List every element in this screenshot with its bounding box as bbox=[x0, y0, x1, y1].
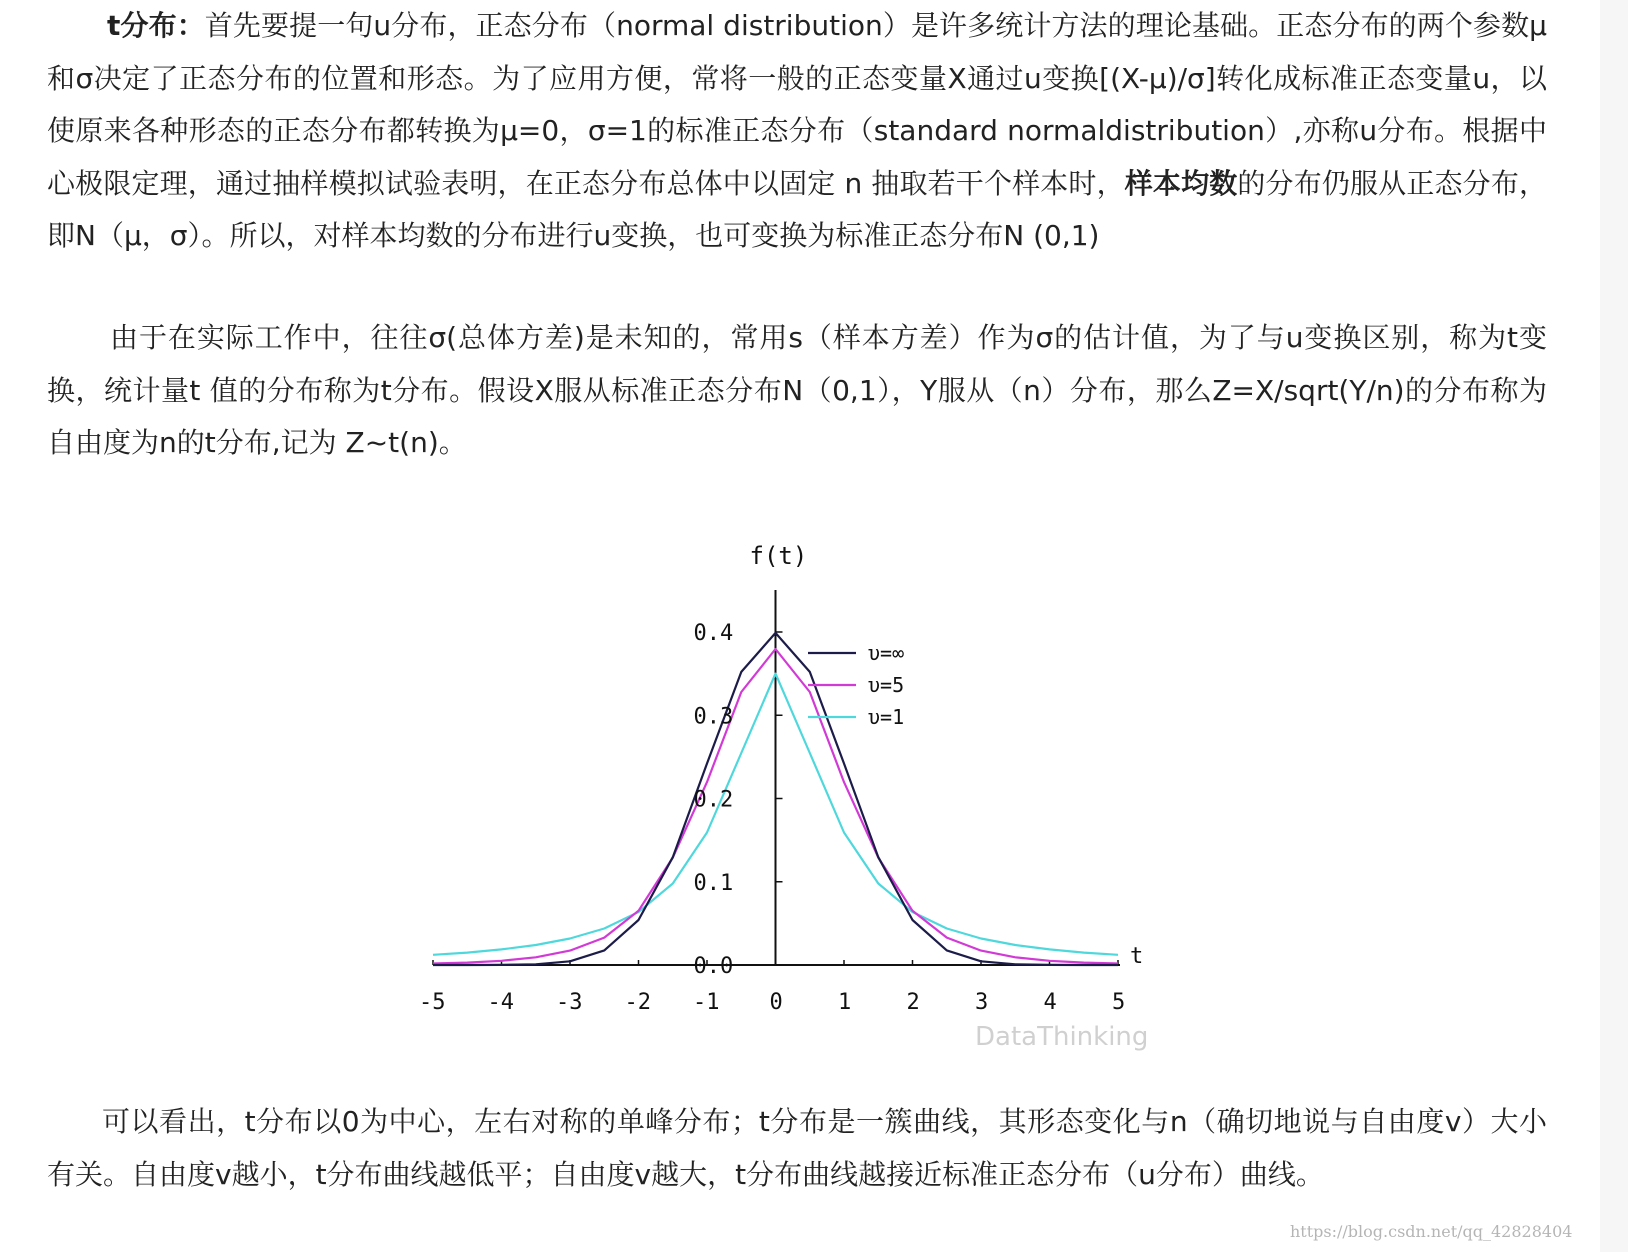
x-tick-label: 4 bbox=[1043, 990, 1057, 1015]
x-tick-label: -5 bbox=[419, 990, 446, 1015]
csdn-url-watermark: https://blog.csdn.net/qq_42828404 bbox=[1290, 1222, 1573, 1241]
chart-background bbox=[410, 540, 1210, 1060]
paragraph-t-distribution-intro bbox=[47, 0, 1547, 263]
x-tick-label: 2 bbox=[906, 990, 920, 1015]
y-tick-label: 0.0 bbox=[693, 954, 734, 979]
legend-label: υ=5 bbox=[868, 673, 905, 697]
t-distribution-chart bbox=[410, 540, 1210, 1060]
legend-label: υ=1 bbox=[868, 705, 905, 729]
datathinking-watermark: DataThinking bbox=[975, 1022, 1149, 1052]
x-tick-label: 1 bbox=[838, 990, 852, 1015]
x-tick-label: -3 bbox=[556, 990, 583, 1015]
legend-label: υ=∞ bbox=[868, 641, 905, 665]
y-tick-label: 0.3 bbox=[693, 704, 734, 730]
x-axis-title: t bbox=[1130, 944, 1144, 969]
y-axis-title: f(t) bbox=[749, 542, 808, 570]
x-tick-label: -4 bbox=[487, 990, 514, 1015]
paragraph-title: t分布： bbox=[107, 9, 205, 42]
paragraph-conclusion: 可以看出，t分布以0为中心，左右对称的单峰分布；t分布是一簇曲线，其形态变化与n（确切地说与自由度v）大小有关。自由度v越小，t分布曲线越低平；自由度v越大，t分布曲线越接近标准正态分布（u分布）曲线。 bbox=[47, 1105, 1547, 1191]
bold-term: 样本均数 bbox=[1124, 166, 1238, 200]
paragraph-t-transform: 由于在实际工作中，往往σ(总体方差)是未知的，常用s（样本方差）作为σ的估计值，为了与u变换区别，称为t变换，统计量t 值的分布称为t分布。假设X服从标准正态分布N（0,1），Y服从（n）分布，那么Z=X/sqrt(Y/n)的分布称为自由度为n的t分布,记为 Z~t(n)。 bbox=[47, 321, 1547, 459]
y-tick-label: 0.4 bbox=[693, 621, 734, 646]
paragraph-text: 首先要提一句u分布，正态分布（normal distribution）是许多统计方法的理论基础。正态分布的两个参数μ和σ决定了正态分布的位置和形态。为了应用方便，常将一般的正态变量X通过u变换[(X-μ)/σ]转化成标准正态变量u，以使原来各种形态的正态分布都转换为μ=0，σ=1的标准正态分布（standard normaldistribution）,亦称u分布。根据中心极限定理，通过抽样模拟试验表明，在正态分布总体中以固定 n 抽取若干个样本时， bbox=[47, 9, 1547, 200]
y-tick-label: 0.2 bbox=[693, 787, 734, 813]
x-tick-label: -2 bbox=[624, 990, 651, 1015]
paragraph-text: 的分布仍服从正态分布，即N（μ，σ）。所以，对样本均数的分布进行u变换，也可变换为标准正态分布N (0,1) bbox=[47, 166, 1547, 252]
x-tick-label: 3 bbox=[975, 990, 989, 1015]
y-tick-label: 0.1 bbox=[693, 870, 734, 896]
x-tick-label: 0 bbox=[769, 990, 783, 1015]
x-tick-label: -1 bbox=[693, 990, 720, 1015]
x-tick-label: 5 bbox=[1112, 990, 1126, 1015]
